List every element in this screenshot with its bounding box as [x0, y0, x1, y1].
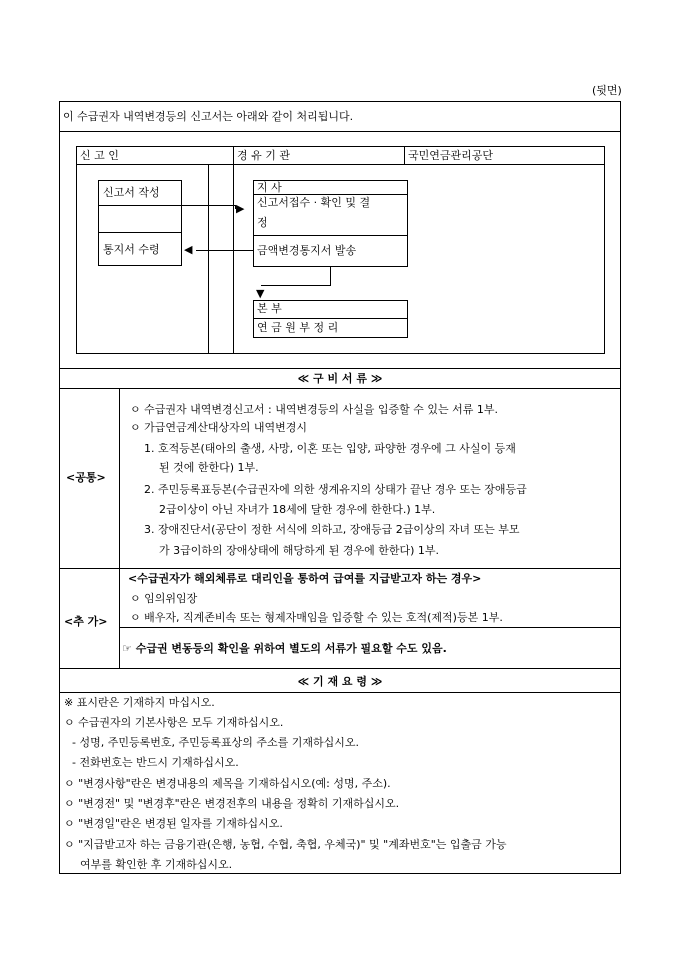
guide-line: ㅇ "변경일"란은 변경된 일자를 기재하십시오. [64, 817, 283, 830]
flow-col-divider [404, 146, 405, 164]
common-line: ㅇ 수급권자 내역변경신고서 : 내역변경등의 사실을 입증할 수 있는 서류 1부. [130, 403, 498, 416]
page-side-label: (뒷면) [592, 84, 622, 97]
arrow-right-icon: ▶ [236, 202, 245, 215]
branch-step-notice: 금액변경통지서 발송 [257, 244, 357, 257]
common-line: 가 3급이하의 장애상태에 해당하게 된 경우에 한한다) 1부. [159, 544, 440, 557]
common-line: 3. 장애진단서(공단이 정한 서식에 의하고, 장애등급 2급이상의 자녀 또는 부모 [144, 523, 520, 536]
guide-line: 여부를 확인한 후 기재하십시오. [80, 858, 233, 871]
box-divider [253, 318, 408, 319]
write-form-step: 신고서 작성 [103, 186, 160, 199]
divider [59, 692, 621, 693]
box-divider [98, 232, 182, 233]
divider [119, 627, 621, 628]
common-line: 된 것에 한한다) 1부. [159, 461, 259, 474]
common-line: 2. 주민등록표등본(수급권자에 의한 생계유지의 상태가 끝난 경우 또는 장애등급 [144, 483, 527, 496]
flow-line [182, 205, 235, 206]
box-divider [98, 205, 182, 206]
guide-line: ㅇ "변경전" 및 "변경후"란은 변경전후의 내용을 정확히 기재하십시오. [64, 797, 400, 810]
divider [59, 131, 621, 132]
guide-line: ※ 표시란은 기재하지 마십시오. [64, 696, 215, 709]
divider [59, 568, 621, 569]
guide-line: ㅇ 수급권자의 기본사항은 모두 기재하십시오. [64, 716, 284, 729]
col-reporter: 신 고 인 [80, 149, 119, 162]
guide-line: ㅇ "지급받고자 하는 금융기관(은행, 농협, 수협, 축협, 우체국)" 및 "계좌번호"는 입출금 가능 [64, 838, 507, 851]
flow-line [196, 250, 254, 251]
col-agency: 경 유 기 관 [237, 149, 290, 162]
additional-label: <추 가> [64, 615, 108, 628]
flow-line [330, 267, 331, 285]
common-line: 1. 호적등본(태아의 출생, 사망, 이혼 또는 입양, 파양한 경우에 그 사실이 등재 [144, 442, 516, 455]
flow-header-line [76, 164, 605, 165]
branch-step-receive: 신고서접수 · 확인 및 결 [257, 196, 371, 209]
guide-header: ≪ 기 재 요 령 ≫ [297, 675, 383, 688]
additional-heading: <수급권자가 해외체류로 대리인을 통하여 급여를 지급받고자 하는 경우> [128, 572, 482, 585]
hq-step: 연 금 원 부 정 리 [257, 321, 339, 334]
guide-line: - 성명, 주민등록번호, 주민등록표상의 주소를 기재하십시오. [72, 736, 359, 749]
flow-line [261, 285, 331, 286]
additional-note: ☞ 수급권 변동등의 확인을 위하여 별도의 서류가 필요할 수도 있음. [122, 642, 447, 655]
common-label: <공통> [66, 471, 106, 484]
hq-title: 본 부 [257, 302, 282, 315]
divider [59, 388, 621, 389]
flow-col-divider [208, 164, 209, 354]
arrow-left-icon: ◀ [184, 243, 193, 256]
box-divider [253, 235, 408, 236]
docs-header: ≪ 구 비 서 류 ≫ [297, 372, 383, 385]
common-line: 2급이상이 아닌 자녀가 18세에 달한 경우에 한한다.) 1부. [159, 503, 436, 516]
intro-text: 이 수급권자 내역변경등의 신고서는 아래와 같이 처리됩니다. [63, 110, 354, 123]
label-column-divider [119, 388, 120, 668]
divider [59, 668, 621, 669]
divider [59, 368, 621, 369]
guide-line: - 전화번호는 반드시 기재하십시오. [72, 756, 239, 769]
additional-item: ㅇ 배우자, 직계존비속 또는 형제자매임을 입증할 수 있는 호적(제적)등본 1부. [130, 611, 503, 624]
guide-line: ㅇ "변경사항"란은 변경내용의 제목을 기재하십시오(예: 성명, 주소). [64, 777, 391, 790]
receive-notice-step: 통지서 수령 [103, 243, 160, 256]
col-nps: 국민연금관리공단 [408, 149, 494, 162]
branch-title: 지 사 [257, 181, 282, 194]
additional-item: ㅇ 임의위임장 [130, 592, 198, 605]
branch-step-receive-cont: 정 [257, 216, 268, 229]
arrow-down-icon: ▼ [256, 287, 265, 300]
common-line: ㅇ 가급연금계산대상자의 내역변경시 [130, 421, 308, 434]
